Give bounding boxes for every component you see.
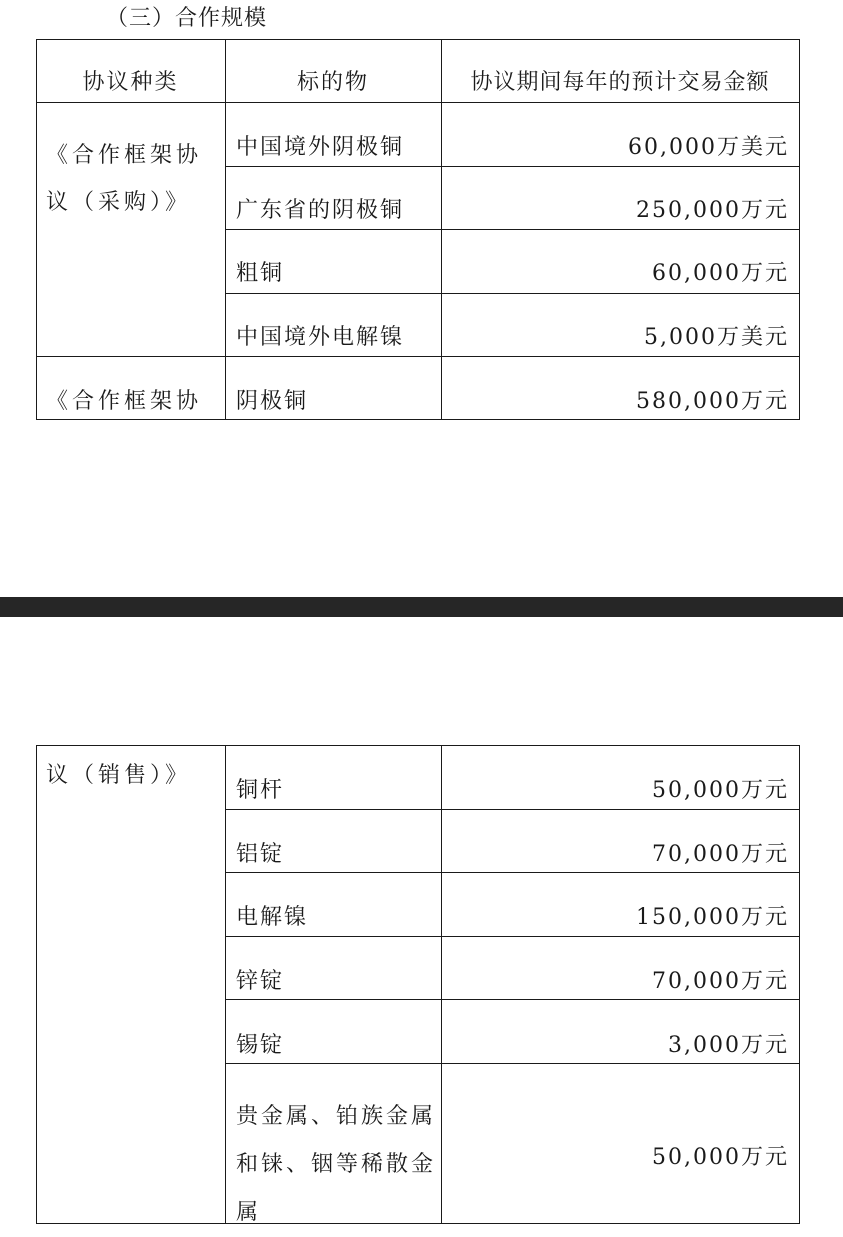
row-amount: 50,000万元 [652,778,789,803]
sales-agreement-label: 《合作框架协 [46,389,203,414]
row-item: 铜杆 [236,778,285,803]
table-border [36,745,37,1224]
row-item: 阴极铜 [236,389,309,414]
table-border [36,745,800,746]
row-amount: 250,000万元 [636,198,789,223]
header-annual-amount: 协议期间每年的预计交易金额 [470,70,770,95]
row-item: 电解镍 [236,905,309,930]
table-border [225,809,800,810]
row-amount: 3,000万元 [668,1033,789,1058]
header-agreement-type: 协议种类 [82,70,179,95]
row-amount: 70,000万元 [652,842,789,867]
row-item: 锌锭 [236,969,285,994]
table-border [36,356,800,357]
row-amount: 60,000万元 [652,261,789,286]
table-border [225,166,800,167]
table-border [799,745,800,1224]
row-amount: 580,000万元 [636,389,789,414]
row-item: 铝锭 [236,842,285,867]
row-item: 广东省的阴极铜 [236,198,405,223]
table-border [225,936,800,937]
row-item-line: 贵金属、铂族金属 [236,1104,437,1129]
table-border [36,419,800,420]
table-border [225,745,226,1224]
page-divider [0,597,843,617]
table-border [36,39,800,40]
table-border [36,102,800,103]
row-item-multiline [236,1093,436,1237]
row-amount: 60,000万美元 [628,135,789,160]
header-subject: 标的物 [296,70,369,95]
sales-agreement-label-cont: 议（销售）》 [46,763,192,788]
purchase-agreement-line: 议（采购）》 [46,190,192,215]
table-border [225,1063,800,1064]
table-border [225,999,800,1000]
row-amount: 70,000万元 [652,969,789,994]
row-item: 锡锭 [236,1033,285,1058]
purchase-agreement-line: 《合作框架协 [46,143,203,168]
row-amount: 150,000万元 [636,905,789,930]
row-item-line: 和铼、铟等稀散金 [236,1152,437,1177]
row-item: 中国境外电解镍 [236,325,405,350]
row-amount: 5,000万美元 [644,325,789,350]
table-border [225,229,800,230]
purchase-agreement-label [46,132,221,226]
row-item-line: 属 [236,1200,262,1225]
table-border [225,293,800,294]
table-border [799,39,800,420]
section-heading: （三）合作规模 [106,6,268,31]
row-amount: 50,000万元 [652,1145,789,1170]
row-item: 中国境外阴极铜 [236,135,405,160]
table-border [225,872,800,873]
row-item: 粗铜 [236,261,285,286]
